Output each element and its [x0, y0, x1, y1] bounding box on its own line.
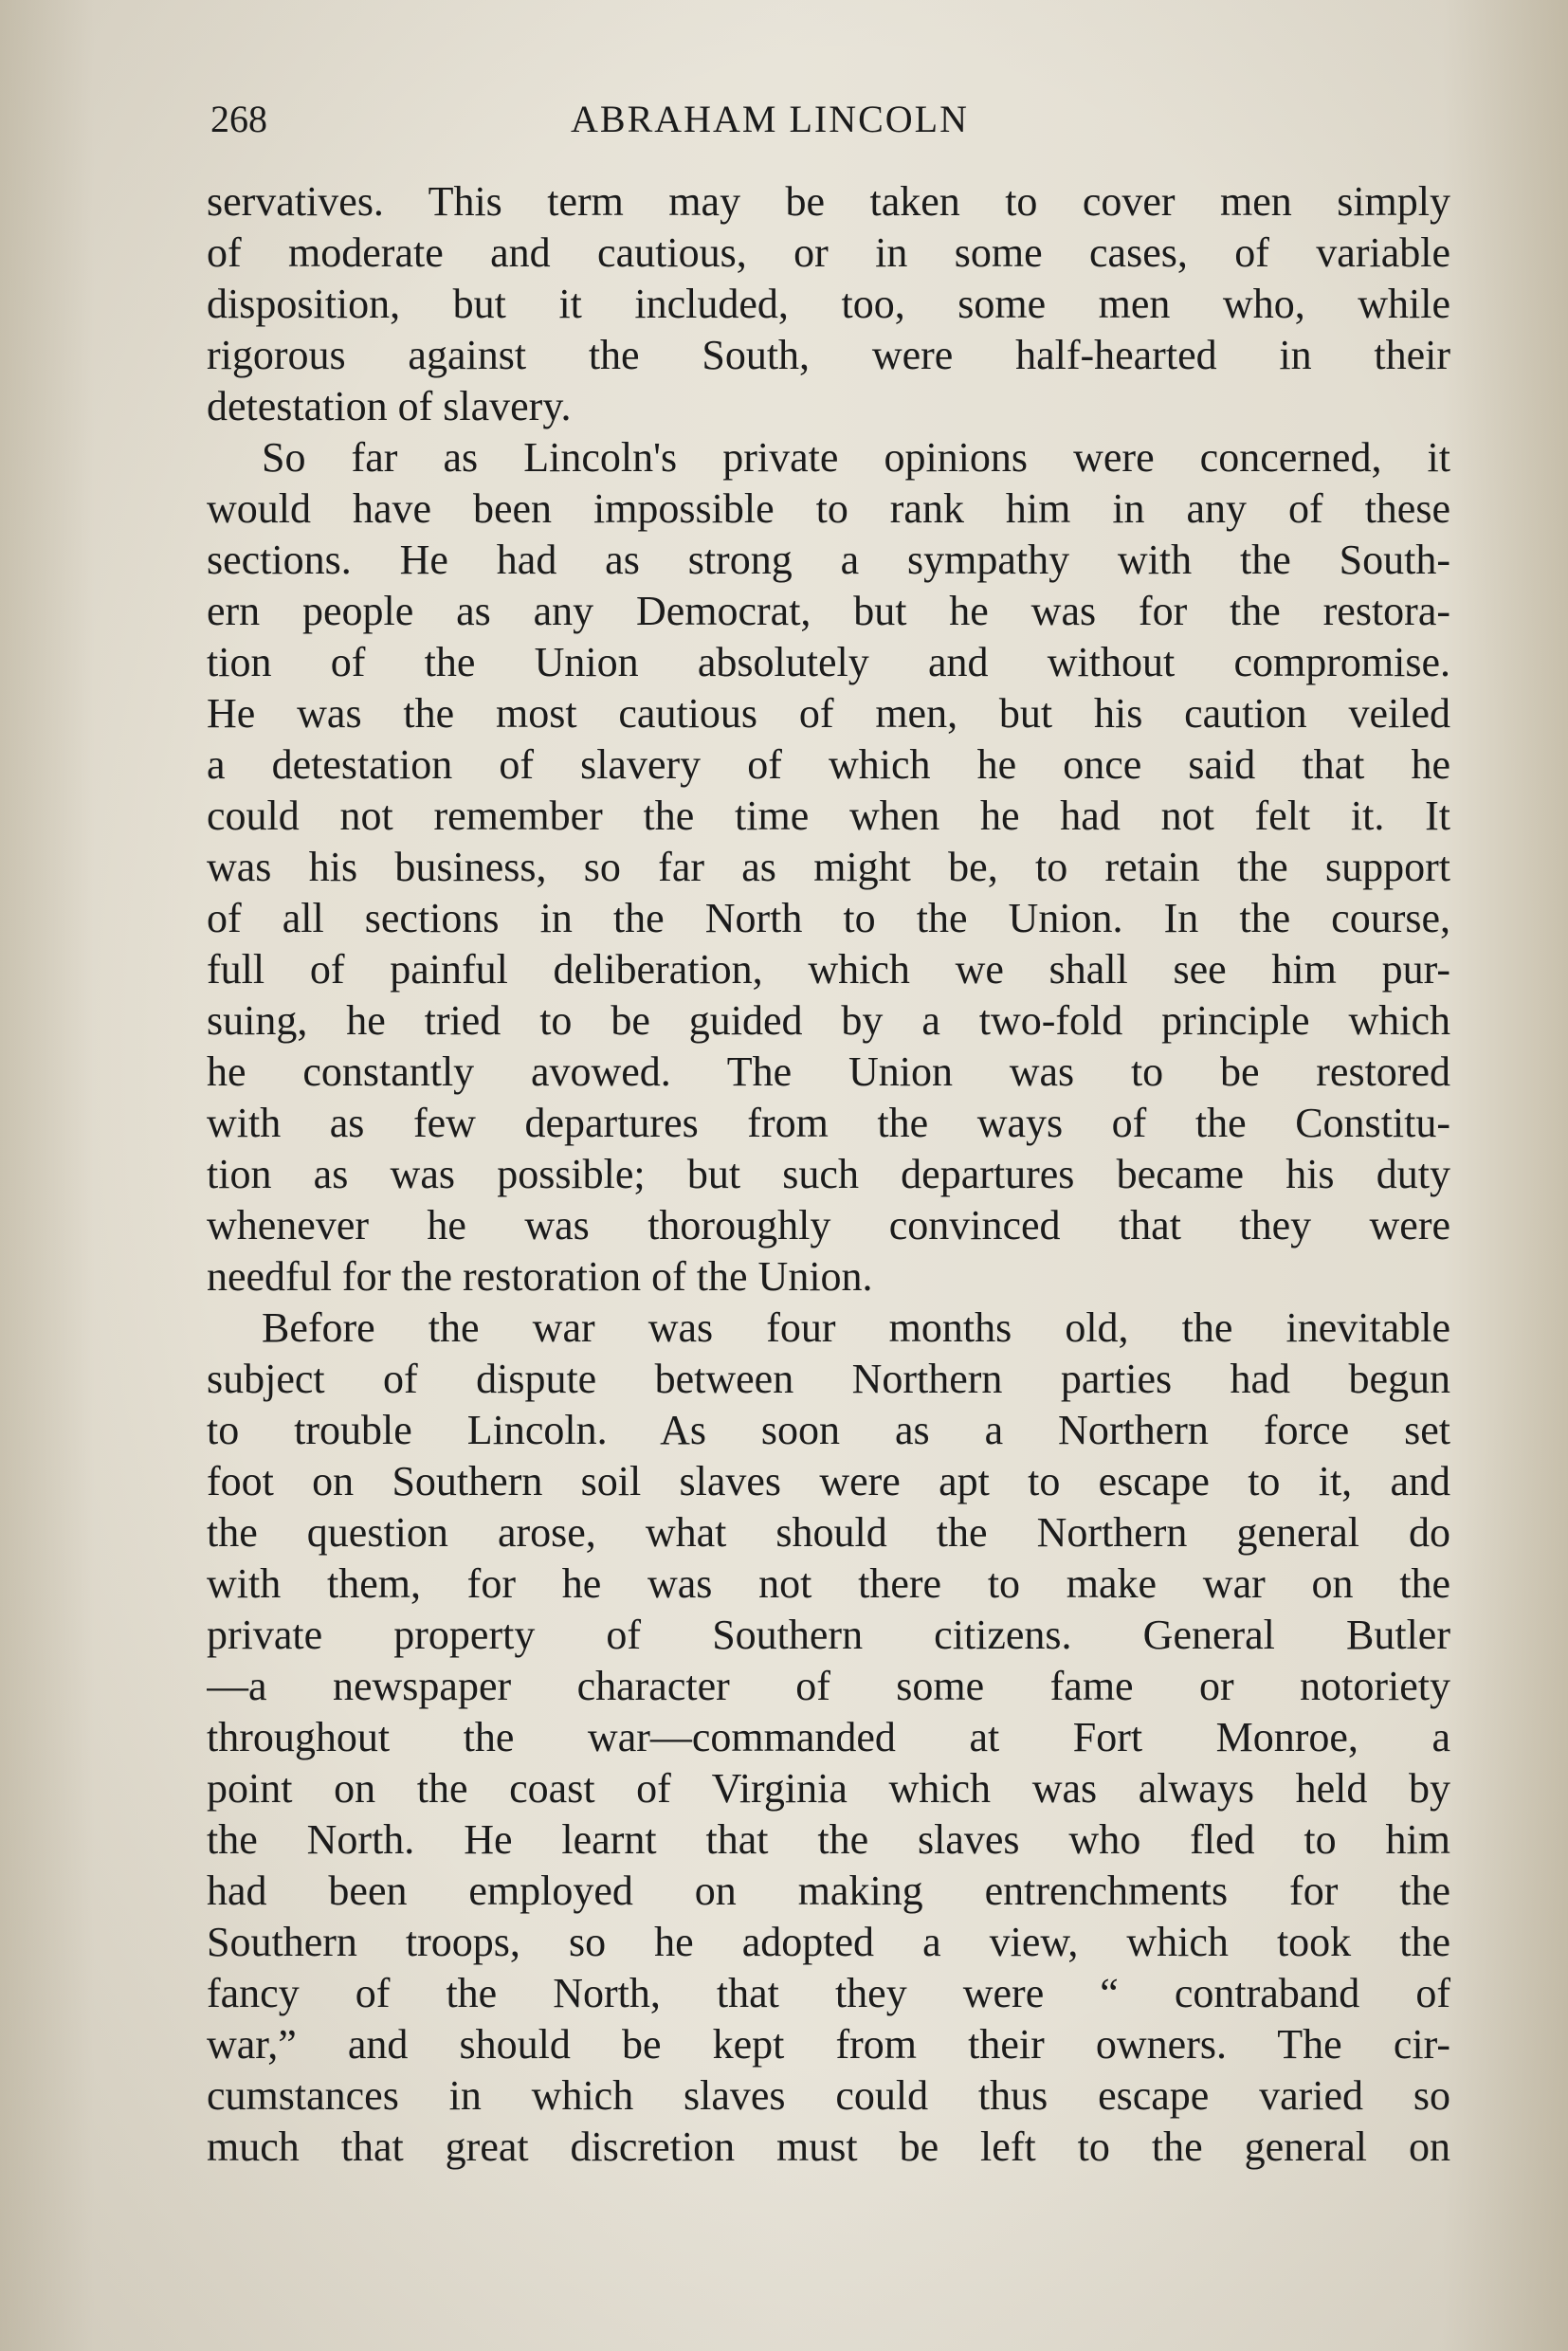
text-line: rigorous against the South, were half-hearted in their	[207, 332, 1450, 378]
text-line: full of painful deliberation, which we shall see him pur-	[207, 946, 1450, 993]
text-line: disposition, but it included, too, some men who, while	[207, 281, 1450, 327]
text-line: sections. He had as strong a sympathy with the South-	[207, 537, 1450, 583]
text-line: tion of the Union absolutely and without compromise.	[207, 639, 1450, 685]
text-line: subject of dispute between Northern parties had begun	[207, 1356, 1450, 1402]
text-line: throughout the war—commanded at Fort Monroe, a	[207, 1714, 1450, 1760]
text-line: would have been impossible to rank him in any of these	[207, 485, 1450, 532]
text-line: with as few departures from the ways of the Constitu-	[207, 1100, 1450, 1146]
text-line: to trouble Lincoln. As soon as a Northern force set	[207, 1407, 1450, 1453]
text-line: He was the most cautious of men, but his caution veiled	[207, 690, 1450, 737]
text-line: Before the war was four months old, the inevitable	[262, 1304, 1450, 1351]
text-line: the North. He learnt that the slaves who fled to him	[207, 1816, 1450, 1863]
body-text	[207, 176, 1450, 2173]
text-line: could not remember the time when he had not felt it. It	[207, 793, 1450, 839]
text-line: suing, he tried to be guided by a two-fold principle which	[207, 997, 1450, 1044]
text-line: servatives. This term may be taken to cover men simply	[207, 178, 1450, 225]
text-line: war,” and should be kept from their owners. The cir-	[207, 2021, 1450, 2068]
text-line: of all sections in the North to the Union. In the course,	[207, 895, 1450, 941]
text-line: detestation of slavery.	[207, 383, 572, 429]
text-line: was his business, so far as might be, to retain the support	[207, 844, 1450, 890]
text-line: had been employed on making entrenchments for the	[207, 1868, 1450, 1914]
text-line: cumstances in which slaves could thus escape varied so	[207, 2072, 1450, 2119]
text-line: point on the coast of Virginia which was always held by	[207, 1765, 1450, 1812]
text-line: private property of Southern citizens. General Butler	[207, 1612, 1450, 1658]
running-head: ABRAHAM LINCOLN	[571, 98, 969, 140]
text-line: of moderate and cautious, or in some cases, of variable	[207, 229, 1450, 276]
text-line: the question arose, what should the Northern general do	[207, 1509, 1450, 1556]
text-line: fancy of the North, that they were “ contraband of	[207, 1970, 1450, 2016]
text-line: whenever he was thoroughly convinced that they were	[207, 1202, 1450, 1248]
text-line: he constantly avowed. The Union was to be restored	[207, 1048, 1450, 1095]
text-line: needful for the restoration of the Union.	[207, 1253, 873, 1300]
text-line: Southern troops, so he adopted a view, which took the	[207, 1919, 1450, 1965]
text-line: So far as Lincoln's private opinions were concerned, it	[262, 434, 1450, 481]
text-line: tion as was possible; but such departures became his duty	[207, 1151, 1450, 1197]
text-line: —a newspaper character of some fame or notoriety	[207, 1663, 1450, 1709]
text-line: much that great discretion must be left to the general on	[207, 2123, 1450, 2170]
page-header	[210, 91, 1452, 148]
text-line: ern people as any Democrat, but he was for the restora-	[207, 588, 1450, 634]
text-line: foot on Southern soil slaves were apt to escape to it, and	[207, 1458, 1450, 1504]
text-line: with them, for he was not there to make war on the	[207, 1560, 1450, 1607]
text-line: a detestation of slavery of which he once said that he	[207, 741, 1450, 788]
page-number: 268	[210, 98, 267, 140]
